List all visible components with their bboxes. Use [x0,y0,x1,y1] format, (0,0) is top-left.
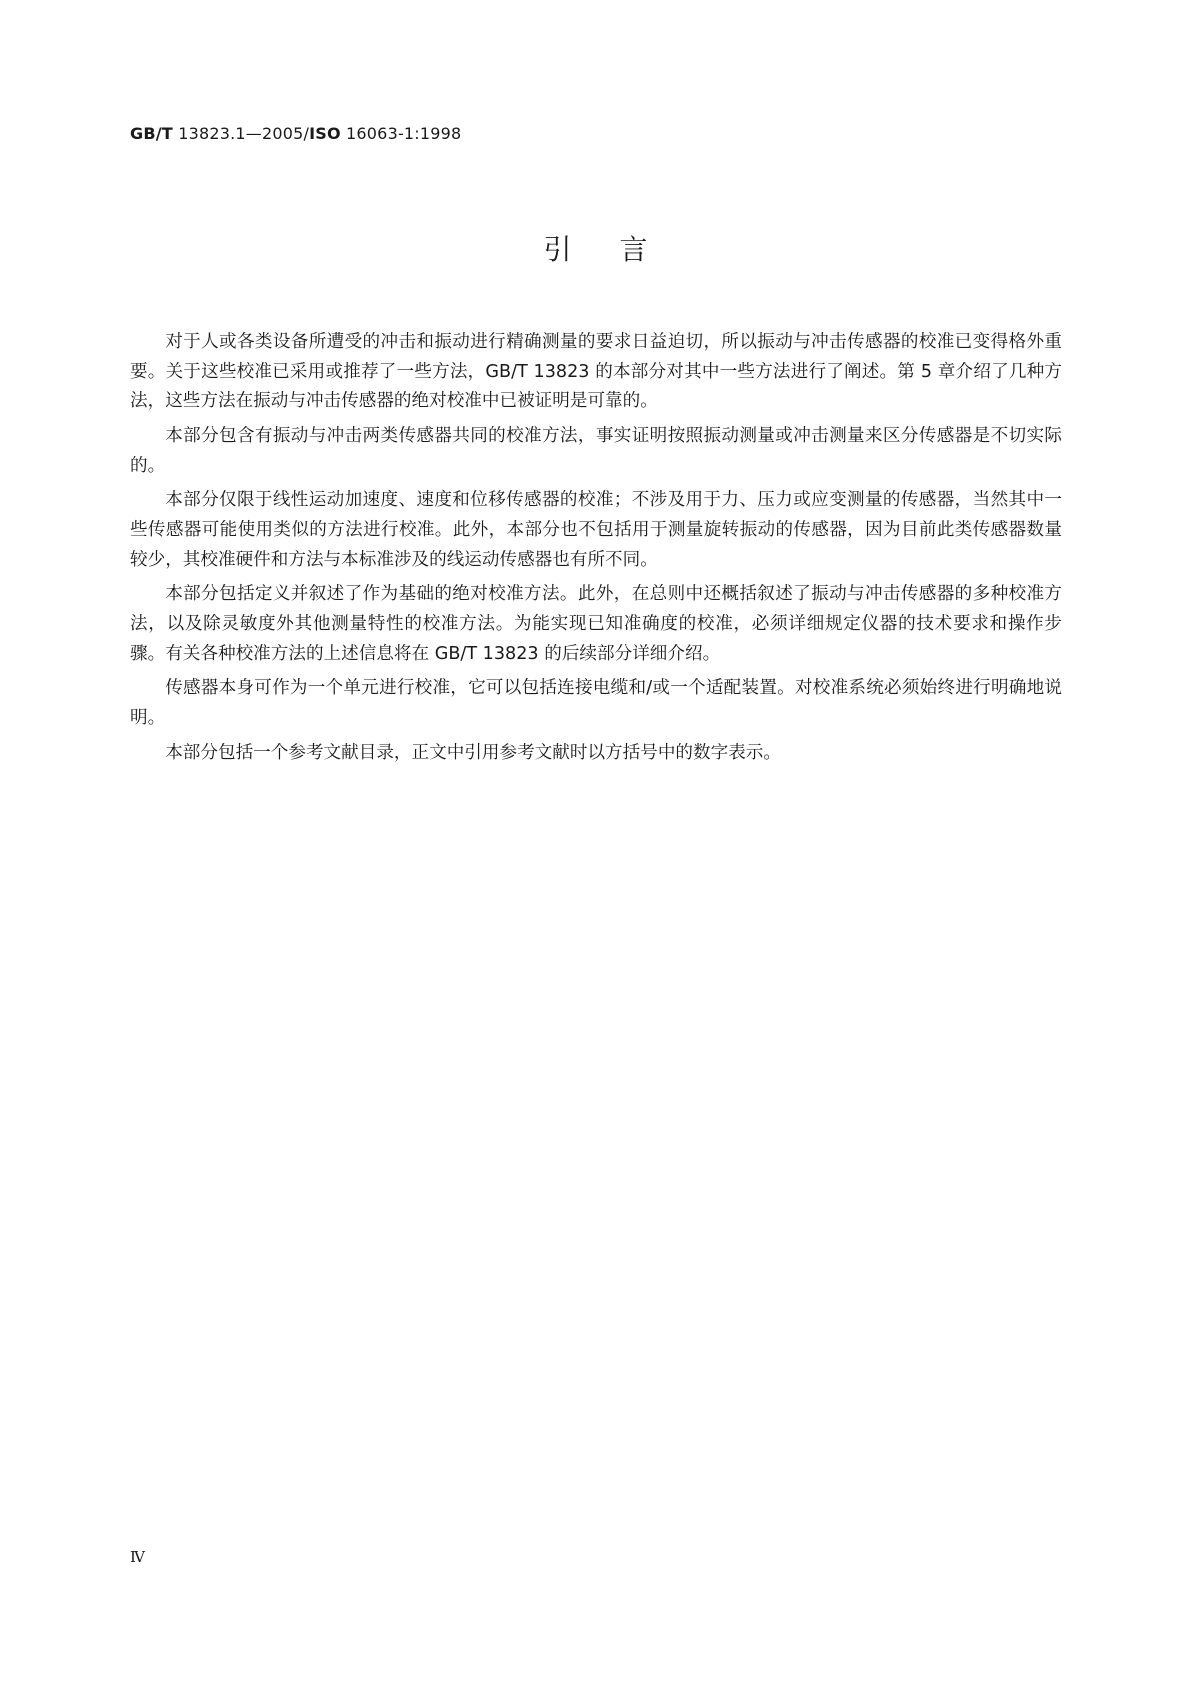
paragraph: 本部分包括一个参考文献目录，正文中引用参考文献时以方括号中的数字表示。 [165,742,781,763]
paragraph: 本部分包含有振动与冲击两类传感器共同的校准方法，事实证明按照振动测量或冲击测量来区分传感器是不切实际的。 [130,425,1062,476]
page-title: 引言 [543,233,696,266]
paragraph: 本部分仅限于线性运动加速度、速度和位移传感器的校准；不涉及用于力、压力或应变测量的传感器，当然其中一些传感器可能使用类似的方法进行校准。此外，本部分也不包括用于测量旋转振动的传感器，因为目前此类传感器数量较少，其校准硬件和方法与本标准涉及的线运动传感器也有所不同。 [130,490,1062,570]
standard-code-number: 13823.1—2005/ [178,124,310,143]
standard-code-iso: ISO [309,124,341,143]
standard-code-iso-number: 16063-1:1998 [346,124,462,143]
page-number: Ⅳ [130,1548,145,1566]
paragraph: 传感器本身可作为一个单元进行校准，它可以包括连接电缆和/或一个适配装置。对校准系统必须始终进行明确地说明。 [130,678,1062,728]
document-body [130,328,1062,773]
standard-code-header [130,124,461,143]
paragraph: 对于人或各类设备所遭受的冲击和振动进行精确测量的要求日益迫切，所以振动与冲击传感器的校准已变得格外重要。关于这些校准已采用或推荐了一些方法，GB/T 13823 的本部分对其中一些方法进行了阐述。第 5 章介绍了几种方法，这些方法在振动与冲击传感器的绝对校准中已被证明是可靠的。 [130,332,1062,412]
standard-code-prefix: GB/T [130,124,173,143]
paragraph: 本部分包括定义并叙述了作为基础的绝对校准方法。此外，在总则中还概括叙述了振动与冲击传感器的多种校准方法，以及除灵敏度外其他测量特性的校准方法。为能实现已知准确度的校准，必须详细规定仪器的技术要求和操作步骤。有关各种校准方法的上述信息将在 GB/T 13823 的后续部分详细介绍。 [130,584,1062,664]
